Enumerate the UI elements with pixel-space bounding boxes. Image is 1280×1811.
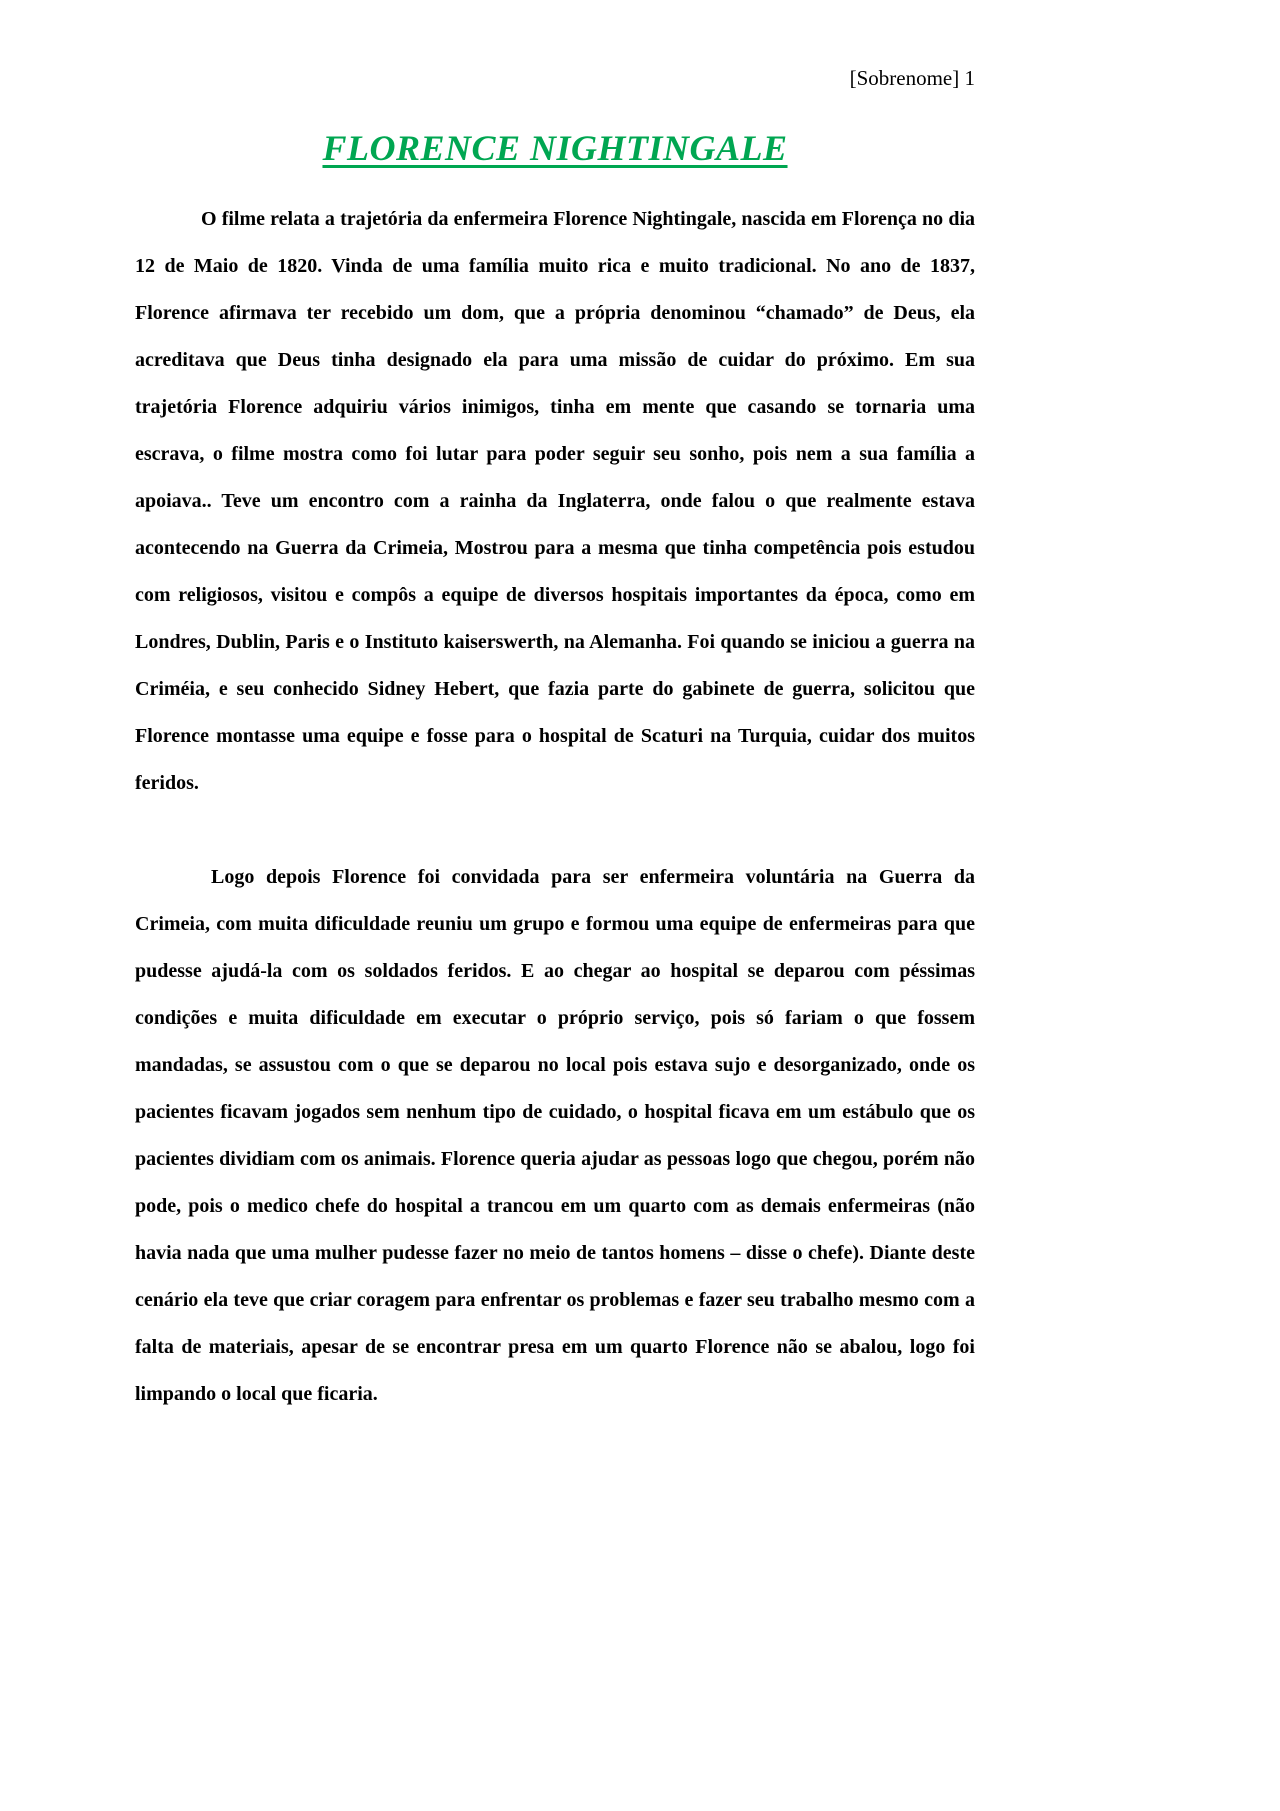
body-paragraph-2: Logo depois Florence foi convidada para ser enfermeira voluntária na Guerra da Crimeia, com muita dificuldade reuniu um grupo e formou uma equipe de enfermeiras para que pudesse ajudá-la com os soldados feridos. E ao chegar ao hospital se deparou com péssimas condições e muita dificuldade em executar o próprio serviço, pois só fariam o que fossem mandadas, se assustou com o que se deparou no local pois estava sujo e desorganizado, onde os pacientes ficavam jogados sem nenhum tipo de cuidado, o hospital ficava em um estábulo que os pacientes dividiam com os animais. Florence queria ajudar as pessoas logo que chegou, porém não pode, pois o medico chefe do hospital a trancou em um quarto com as demais enfermeiras (não havia nada que uma mulher pudesse fazer no meio de tantos homens – disse o chefe). Diante deste cenário ela teve que criar coragem para enfrentar os problemas e fazer seu trabalho mesmo com a falta de materiais, apesar de se encontrar presa em um quarto Florence não se abalou, logo foi limpando o local que ficaria. xyxy=(135,865,975,1405)
page-number-header: [Sobrenome] 1 xyxy=(849,66,975,90)
body-paragraph-1: O filme relata a trajetória da enfermeira Florence Nightingale, nascida em Florença no dia 12 de Maio de 1820. Vinda de uma família muito rica e muito tradicional. No ano de 1837, Florence afirmava ter recebido um dom, que a própria denominou “chamado” de Deus, ela acreditava que Deus tinha designado ela para uma missão de cuidar do próximo. Em sua trajetória Florence adquiriu vários inimigos, tinha em mente que casando se tornaria uma escrava, o filme mostra como foi lutar para poder seguir seu sonho, pois nem a sua família a apoiava.. Teve um encontro com a rainha da Inglaterra, onde falou o que realmente estava acontecendo na Guerra da Crimeia, Mostrou para a mesma que tinha competência pois estudou com religiosos, visitou e compôs a equipe de diversos hospitais importantes da época, como em Londres, Dublin, Paris e o Instituto kaiserswerth, na Alemanha. Foi quando se iniciou a guerra na Criméia, e seu conhecido Sidney Hebert, que fazia parte do gabinete de guerra, solicitou que Florence montasse uma equipe e fosse para o hospital de Scaturi na Turquia, cuidar dos muitos feridos. xyxy=(135,207,975,794)
document-title: FLORENCE NIGHTINGALE xyxy=(322,128,788,169)
page-header xyxy=(135,66,975,91)
